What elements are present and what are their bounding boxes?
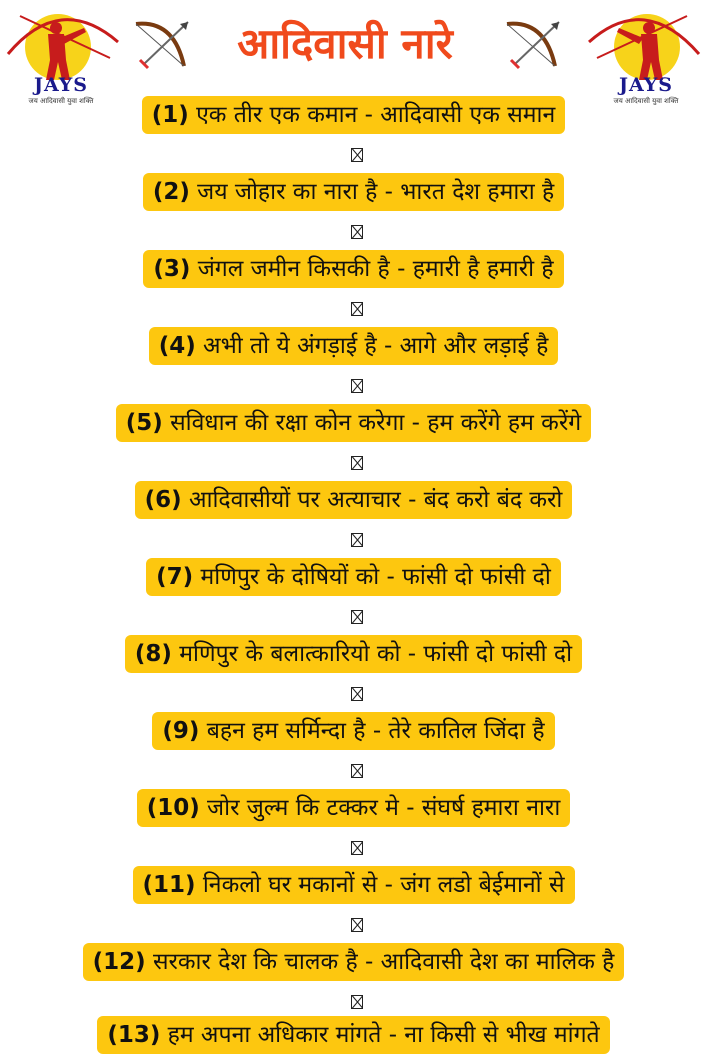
separator-glyph-icon bbox=[351, 995, 363, 1009]
slogan-row bbox=[0, 558, 707, 598]
slogan-text: बहन हम सर्मिन्दा है - तेरे कातिल जिंदा है bbox=[206, 718, 545, 744]
slogan-pill bbox=[135, 481, 573, 519]
slogan-text: आदिवासीयों पर अत्याचार - बंद करो बंद करो bbox=[188, 487, 563, 513]
slogan-pill bbox=[116, 404, 591, 442]
separator-glyph-icon bbox=[351, 610, 363, 624]
slogan-pill bbox=[152, 712, 554, 750]
slogan-row bbox=[0, 250, 707, 290]
slogan-number: (6) bbox=[144, 487, 182, 513]
slogan-pill bbox=[133, 866, 575, 904]
logo-text: JAYS bbox=[33, 74, 89, 96]
slogan-number: (10) bbox=[146, 795, 200, 821]
slogan-pill bbox=[143, 250, 563, 288]
logo-subtext: जय आदिवासी युवा शक्ति bbox=[28, 97, 94, 105]
page-title: आदिवासी नारे bbox=[237, 19, 453, 68]
bow-arrow-icon bbox=[130, 14, 194, 78]
bow-arrow-icon bbox=[501, 14, 565, 78]
slogan-pill bbox=[83, 943, 625, 981]
slogan-number: (4) bbox=[158, 333, 196, 359]
slogan-number: (12) bbox=[92, 949, 146, 975]
slogan-text: निकलो घर मकानों से - जंग लडो बेईमानों से bbox=[202, 872, 565, 898]
logo-subtext: जय आदिवासी युवा शक्ति bbox=[613, 97, 679, 105]
slogan-text: जय जोहार का नारा है - भारत देश हमारा है bbox=[197, 179, 555, 205]
jays-logo-left bbox=[0, 2, 122, 108]
slogan-pill bbox=[143, 173, 564, 211]
slogan-text: एक तीर एक कमान - आदिवासी एक समान bbox=[196, 102, 556, 128]
logo-text: JAYS bbox=[618, 74, 674, 96]
slogan-pill bbox=[125, 635, 582, 673]
slogan-text: मणिपुर के दोषियों को - फांसी दो फांसी दो bbox=[200, 564, 551, 590]
separator-glyph-icon bbox=[351, 302, 363, 316]
slogan-number: (1) bbox=[151, 102, 189, 128]
slogan-text: मणिपुर के बलात्कारियो को - फांसी दो फांसी दो bbox=[179, 641, 573, 667]
jays-logo-right bbox=[585, 2, 707, 108]
slogan-row bbox=[0, 173, 707, 213]
slogan-number: (8) bbox=[134, 641, 172, 667]
slogan-text: जंगल जमीन किसकी है - हमारी है हमारी है bbox=[197, 256, 554, 282]
separator-glyph-icon bbox=[351, 687, 363, 701]
slogan-number: (3) bbox=[153, 256, 191, 282]
slogan-pill bbox=[142, 96, 566, 134]
slogan-pill bbox=[97, 1016, 609, 1054]
slogan-text: हम अपना अधिकार मांगते - ना किसी से भीख मांगते bbox=[167, 1022, 600, 1048]
slogan-pill bbox=[146, 558, 561, 596]
separator-glyph-icon bbox=[351, 148, 363, 162]
slogan-pill bbox=[137, 789, 571, 827]
slogan-row bbox=[0, 712, 707, 752]
slogan-row bbox=[0, 943, 707, 983]
slogan-row bbox=[0, 481, 707, 521]
slogan-number: (5) bbox=[125, 410, 163, 436]
slogan-text: सरकार देश कि चालक है - आदिवासी देश का मालिक है bbox=[152, 949, 615, 975]
slogan-row bbox=[0, 789, 707, 829]
slogan-text: सविधान की रक्षा कोन करेगा - हम करेंगे हम करेंगे bbox=[170, 410, 582, 436]
separator-glyph-icon bbox=[351, 533, 363, 547]
separator-glyph-icon bbox=[351, 764, 363, 778]
slogan-row bbox=[0, 1016, 707, 1056]
slogan-text: जोर जुल्म कि टक्कर मे - संघर्ष हमारा नारा bbox=[207, 795, 561, 821]
slogan-number: (2) bbox=[152, 179, 190, 205]
slogan-row bbox=[0, 327, 707, 367]
header bbox=[0, 0, 707, 105]
slogan-row bbox=[0, 96, 707, 136]
slogan-pill bbox=[149, 327, 559, 365]
slogan-row bbox=[0, 866, 707, 906]
separator-glyph-icon bbox=[351, 379, 363, 393]
separator-glyph-icon bbox=[351, 456, 363, 470]
slogan-number: (7) bbox=[156, 564, 194, 590]
slogan-number: (9) bbox=[162, 718, 200, 744]
slogan-text: अभी तो ये अंगड़ाई है - आगे और लड़ाई है bbox=[203, 333, 549, 359]
slogan-number: (11) bbox=[142, 872, 196, 898]
separator-glyph-icon bbox=[351, 841, 363, 855]
separator-glyph-icon bbox=[351, 918, 363, 932]
slogan-row bbox=[0, 404, 707, 444]
slogan-row bbox=[0, 635, 707, 675]
separator-glyph-icon bbox=[351, 225, 363, 239]
slogan-number: (13) bbox=[107, 1022, 161, 1048]
